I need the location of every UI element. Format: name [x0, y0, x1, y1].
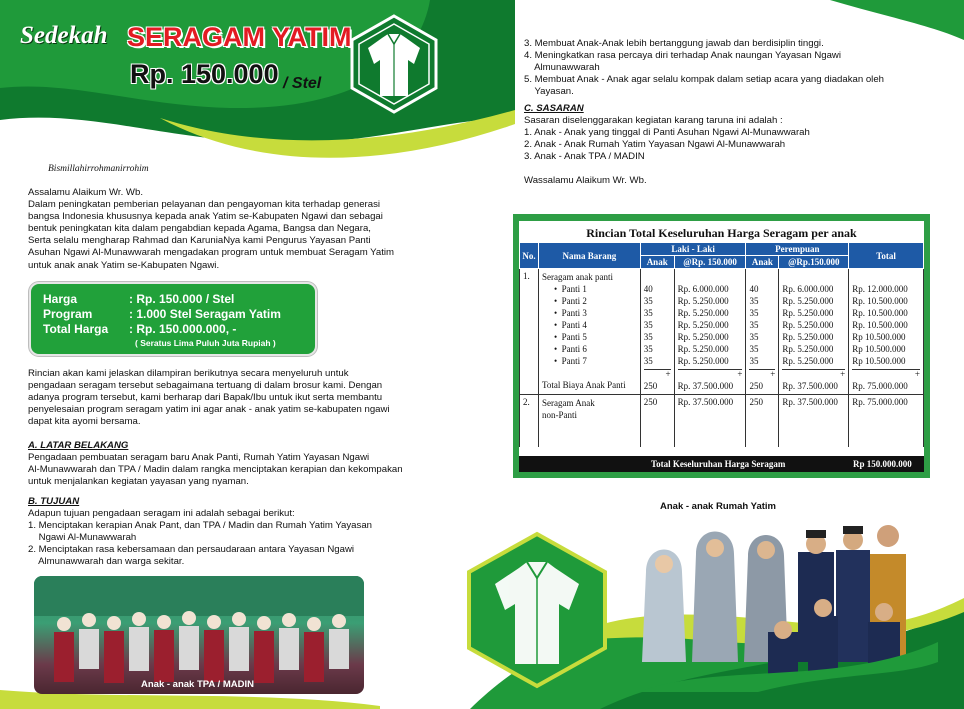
- cell-anak-perempuan: 250: [746, 395, 779, 447]
- price-table-frame: [513, 214, 930, 478]
- price-info-box: [29, 282, 317, 356]
- shirt-hexagon-logo: [348, 14, 440, 114]
- header-title: SERAGAM YATIM: [127, 22, 352, 52]
- table-row: [520, 269, 924, 395]
- section-line: 2. Anak - Anak Rumah Yatim Yayasan Ngawi Al-Munawwarah: [524, 139, 786, 150]
- cell-no: 2.: [520, 395, 539, 447]
- table-row: [520, 395, 924, 447]
- header-sedekah: Sedekah: [20, 22, 108, 49]
- intro-line: untuk anak anak Yatim se-Kabupaten Ngawi.: [28, 259, 220, 271]
- list-item: • Panti 4: [553, 320, 587, 330]
- detail-line: adanya program tersebut, kami berharap dari Bapak/Ibu untuk ikut serta membantu: [28, 392, 383, 404]
- list-item: Yayasan.: [524, 86, 574, 97]
- cell-harga-perempuan: Rp. 37.500.000: [779, 395, 849, 447]
- children-group-illustration: [34, 576, 364, 694]
- detail-line: pengadaan seragam tersebut sebagaimana tertuang di dalam brosur kami. Dengan: [28, 380, 383, 392]
- header-price: Rp. 150.000: [130, 59, 279, 89]
- intro-line: Serta selalu mengharap Rahmad dan KaruniaNya kami Pengurus Yayasan Panti: [28, 235, 371, 247]
- intro-line: bentuk peningkatan kita dalam pengabdian kepada Agama, Bangsa dan Negara,: [28, 223, 371, 235]
- cell-items: [538, 269, 640, 395]
- list-item: Almunawwarah: [524, 62, 600, 73]
- th-nama-barang: Nama Barang: [538, 243, 640, 269]
- th-no: No.: [520, 243, 539, 269]
- row-label: Seragam anak panti: [541, 272, 613, 282]
- th-anak-perempuan: Anak: [746, 256, 779, 269]
- list-item: • Panti 6: [553, 344, 587, 354]
- list-item: 3. Membuat Anak-Anak lebih bertanggung jawab dan berdisiplin tinggi.: [524, 38, 824, 49]
- cell-anak-laki: 250: [640, 395, 674, 447]
- detail-line: Rincian akan kami jelaskan dilampiran berikutnya secara menyeluruh untuk: [28, 368, 349, 379]
- header-per-stel: / Stel: [283, 75, 322, 92]
- list-item: 4. Meningkatkan rasa percaya diri terhadap Anak naungan Yayasan Ngawi: [524, 50, 841, 61]
- cell-items: Seragam Anak non-Panti: [538, 395, 640, 447]
- grand-total-value: Rp 150.000.000: [853, 459, 912, 469]
- cell-no: 1.: [520, 269, 539, 395]
- price-table: [519, 242, 924, 447]
- photo-caption-right: Anak - anak Rumah Yatim: [660, 501, 776, 512]
- info-label: Harga: [43, 292, 78, 306]
- th-anak-laki: Anak: [640, 256, 674, 269]
- info-value: : Rp. 150.000 / Stel: [129, 292, 235, 306]
- detail-line: dapat kita ayomi bersama.: [28, 416, 141, 428]
- cell-total: Rp. 12.000.000 Rp. 10.500.000 Rp. 10.500.000 Rp. 10.500.000 Rp 10.500.000 Rp 10.500.000 Rp 10.500.000 + Rp. 75.000.000: [849, 269, 924, 395]
- info-label: Total Harga: [43, 322, 109, 336]
- th-total: Total: [849, 243, 924, 269]
- list-item: • Panti 5: [553, 332, 587, 342]
- list-item: 5. Membuat Anak - Anak agar selalu kompak dalam setiap acara yang diadakan oleh: [524, 74, 884, 85]
- section-latar-belakang: [28, 440, 438, 488]
- closing: Wassalamu Alaikum Wr. Wb.: [524, 175, 647, 186]
- corner-swoosh-green: [830, 0, 964, 40]
- info-value: : 1.000 Stel Seragam Yatim: [129, 307, 281, 321]
- section-sasaran: [524, 103, 944, 187]
- info-value: : Rp. 150.000.000, -: [129, 322, 237, 336]
- th-harga-laki: @Rp. 150.000: [674, 256, 746, 269]
- intro-paragraph: [28, 187, 428, 272]
- intro-line: Asuhan Ngawi Al-Munawwarah mengadakan program untuk membuat Seragam Yatim: [28, 247, 394, 259]
- cell-harga-laki: Rp. 6.000.000 Rp. 5.250.000 Rp. 5.250.000 Rp. 5.250.000 Rp. 5.250.000 Rp. 5.250.000 Rp. 5.250.000 + Rp. 37.500.000: [674, 269, 746, 395]
- cell-anak-perempuan: 40 35 35 35 35 35 35 + 250: [746, 269, 779, 395]
- cell-harga-perempuan: Rp. 6.000.000 Rp. 5.250.000 Rp. 5.250.000 Rp. 5.250.000 Rp. 5.250.000 Rp. 5.250.000 Rp. 5.250.000 + Rp. 37.500.000: [779, 269, 849, 395]
- section-line: 1. Anak - Anak yang tinggal di Panti Asuhan Ngawi Al-Munawwarah: [524, 127, 810, 138]
- intro-line: Dalam peningkatan pemberian pelayanan dan pengayoman kita terhadap generasi: [28, 199, 381, 211]
- tujuan-continued: [524, 38, 944, 98]
- info-label: Program: [43, 307, 93, 321]
- section-heading: A. LATAR BELAKANG: [28, 440, 129, 451]
- section-line: Ngawi Al-Munawwarah: [28, 532, 137, 544]
- section-line: untuk menjalankan kegiatan yayasan yang nyaman.: [28, 476, 249, 488]
- th-laki: Laki - Laki: [640, 243, 746, 256]
- section-line: Al-Munawwarah dan TPA / Madin dalam rangka menciptakan kerapian dan kekompakan: [28, 464, 403, 476]
- section-line: 2. Menciptakan rasa kebersamaan dan persaudaraan antara Yayasan Ngawi: [28, 544, 355, 556]
- table-title: Rincian Total Keseluruhan Harga Seragam per anak: [586, 226, 857, 240]
- section-line: 1. Menciptakan kerapian Anak Pant, dan TPA / Madin dan Rumah Yatim Yayasan: [28, 520, 372, 532]
- intro-line: bangsa Indonesia khususnya kepada anak Yatim se-Kabupaten Ngawi dan sebagai: [28, 211, 383, 223]
- detail-paragraph: [28, 368, 428, 428]
- section-line: Adapun tujuan pengadaan seragam ini adalah sebagai berikut:: [28, 508, 295, 520]
- section-line: Sasaran diselenggarakan kegiatan karang taruna ini adalah :: [524, 115, 783, 126]
- photo-tpa-madin: [34, 576, 364, 694]
- section-tujuan: [28, 496, 438, 569]
- sum-label: Total Biaya Anak Panti: [541, 380, 626, 390]
- grand-total-label: Total Keseluruhan Harga Seragam: [651, 459, 786, 469]
- grand-total-row: [519, 456, 924, 472]
- info-note: ( Seratus Lima Puluh Juta Rupiah ): [135, 338, 276, 348]
- cell-total: Rp. 75.000.000: [849, 395, 924, 447]
- photo-rumah-yatim: [638, 512, 938, 692]
- bismillah-text: Bismillahirrohmanirrohim: [48, 164, 149, 174]
- detail-line: penyelesaian program seragam yatim ini agar anak - anak yatim se-kabupaten ngawi: [28, 404, 390, 416]
- list-item: • Panti 1: [553, 284, 587, 294]
- list-item: • Panti 3: [553, 308, 587, 318]
- list-item: • Panti 7: [553, 356, 587, 366]
- section-heading: B. TUJUAN: [28, 496, 80, 507]
- section-line: Almunawwarah dan warga sekitar.: [28, 556, 185, 568]
- section-line: Pengadaan pembuatan seragam baru Anak Panti, Rumah Yatim Yayasan Ngawi: [28, 452, 370, 464]
- list-item: • Panti 2: [553, 296, 587, 306]
- photo-caption-left: Anak - anak TPA / MADIN: [141, 679, 254, 690]
- th-harga-perempuan: @Rp.150.000: [779, 256, 849, 269]
- section-heading: C. SASARAN: [524, 103, 584, 114]
- cell-harga-laki: Rp. 37.500.000: [674, 395, 746, 447]
- section-line: 3. Anak - Anak TPA / MADIN: [524, 151, 645, 162]
- shirt-hexagon-large: [463, 530, 611, 690]
- children-portrait-illustration: [638, 512, 938, 692]
- cell-anak-laki: 40 35 35 35 35 35 35 + 250: [640, 269, 674, 395]
- greeting: Assalamu Alaikum Wr. Wb.: [28, 187, 143, 198]
- th-perempuan: Perempuan: [746, 243, 849, 256]
